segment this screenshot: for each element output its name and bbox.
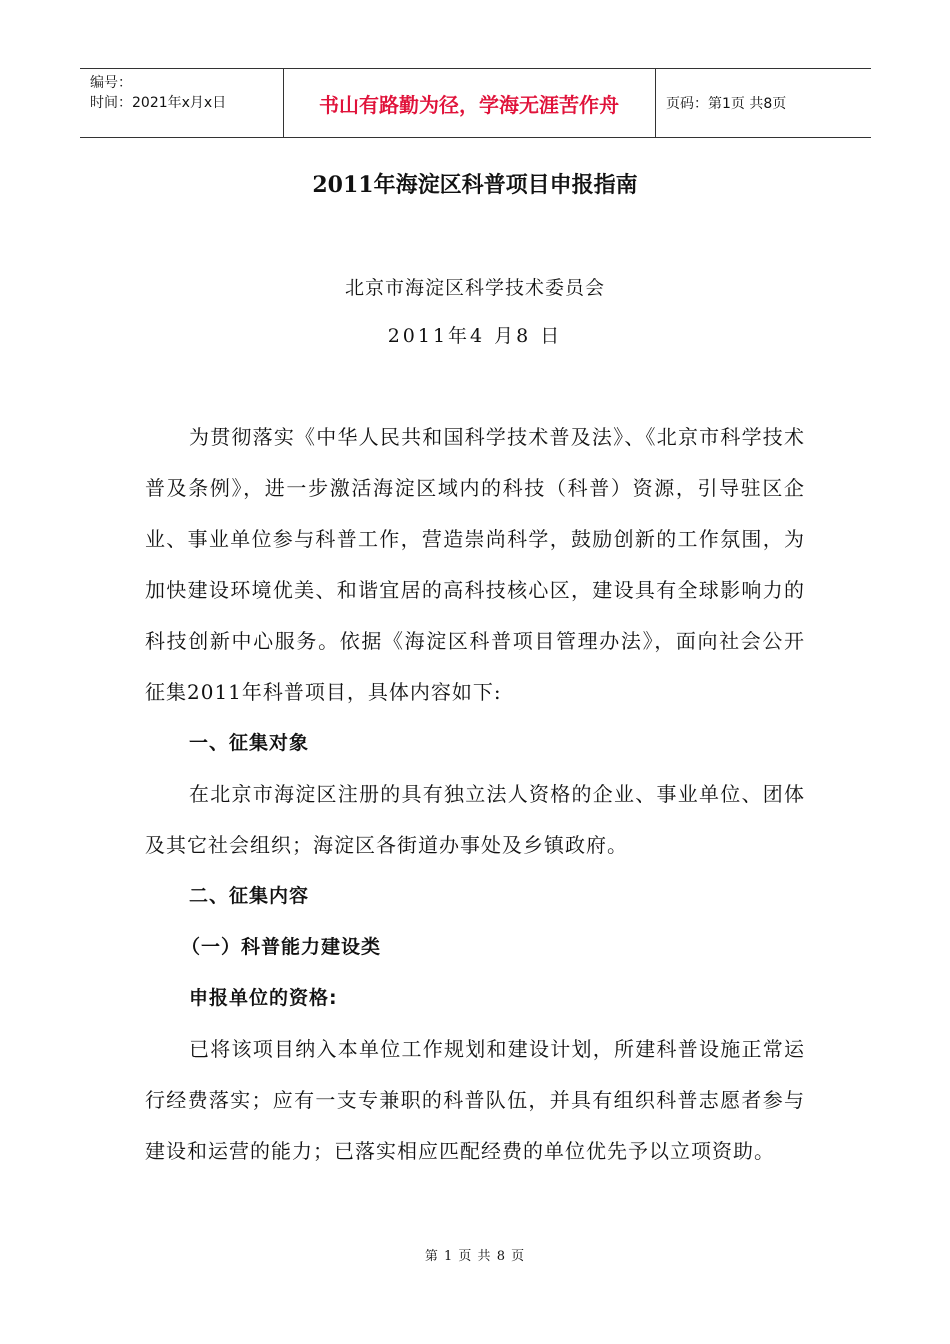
issuing-organization: 北京市海淀区科学技术委员会 [344, 277, 605, 299]
page-footer: 第 1 页 共 8 页 [424, 1249, 526, 1264]
issue-date: 2011年4 月8 日 [387, 325, 563, 347]
page-header [80, 68, 871, 138]
header-meta [90, 73, 226, 113]
section2-heading: 二、征集内容 [189, 885, 310, 907]
document-body [145, 412, 805, 1177]
subsection1-heading: （一）科普能力建设类 [181, 936, 382, 958]
qualification-heading: 申报单位的资格: [189, 987, 338, 1009]
time-label: 时间：2021年x月x日 [90, 95, 227, 111]
section1-paragraph: 在北京市海淀区注册的具有独立法人资格的企业、事业单位、团体及其它社会组织；海淀区各街道办事处及乡镇政府。 [145, 782, 805, 857]
header-divider [655, 69, 656, 137]
qualification-paragraph: 已将该项目纳入本单位工作规划和建设计划，所建科普设施正常运行经费落实；应有一支专兼职的科普队伍，并具有组织科普志愿者参与建设和运营的能力；已落实相应匹配经费的单位优先予以立项资助。 [145, 1037, 805, 1163]
document-title: 2011年海淀区科普项目申报指南 [312, 172, 638, 198]
intro-paragraph: 为贯彻落实《中华人民共和国科学技术普及法》、《北京市科学技术普及条例》，进一步激活海淀区域内的科技（科普）资源，引导驻区企业、事业单位参与科普工作，营造崇尚科学，鼓励创新的工作氛围，为加快建设环境优美、和谐宜居的高科技核心区，建设具有全球影响力的科技创新中心服务。依据《海淀区科普项目管理办法》，面向社会公开征集2011年科普项目，具体内容如下: [145, 425, 805, 704]
section1-heading: 一、征集对象 [189, 732, 310, 754]
number-label: 编号： [90, 75, 132, 91]
header-page-number: 页码：第1页 共8页 [666, 96, 787, 112]
header-motto: 书山有路勤为径，学海无涯苦作舟 [319, 92, 619, 117]
